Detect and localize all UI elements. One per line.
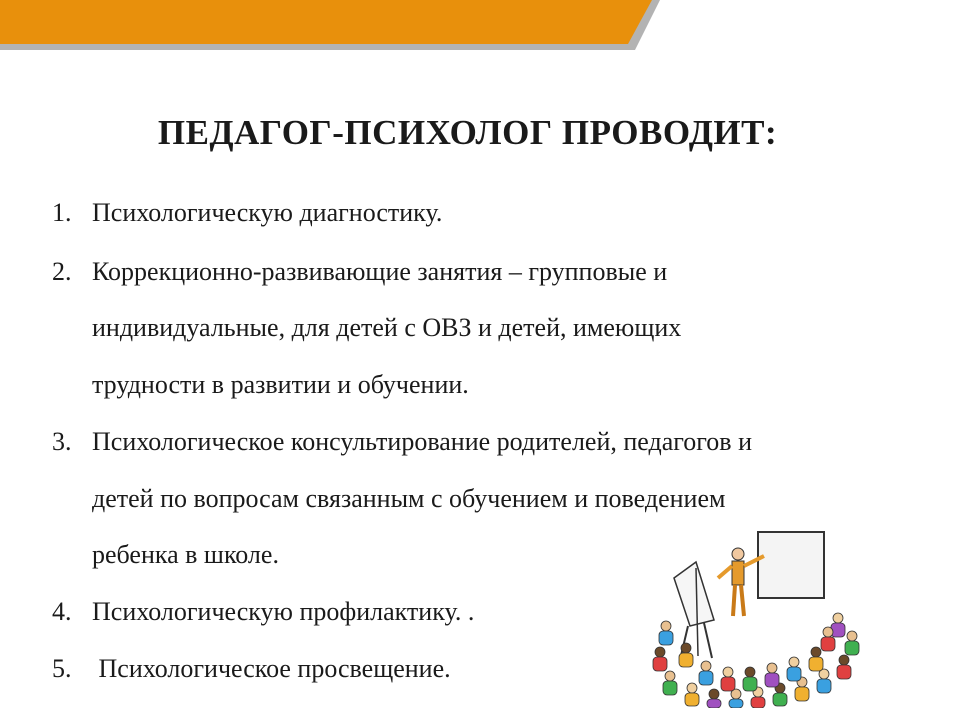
- list-number: 3.: [52, 427, 72, 456]
- list-item-text: детей по вопросам связанным с обучением и поведением: [92, 484, 726, 513]
- teacher-presentation-audience-icon: [652, 528, 864, 708]
- list-item-text: трудности в развитии и обучении.: [92, 370, 469, 399]
- list-item-text: Психологическую диагностику.: [92, 198, 443, 227]
- list-item-text: Психологическое просвещение.: [92, 654, 451, 683]
- list-item-text: Психологическое консультирование родителей, педагогов и: [92, 427, 752, 456]
- list-number: 1.: [52, 198, 72, 227]
- list-item-text: Коррекционно-развивающие занятия – групповые и: [92, 257, 668, 286]
- list-item-text: ребенка в школе.: [92, 540, 279, 569]
- list-number: 5.: [52, 654, 72, 683]
- list-number: 2.: [52, 257, 72, 286]
- list-item-text: Психологическую профилактику. .: [92, 597, 475, 626]
- list-item-text: индивидуальные, для детей с ОВЗ и детей, имеющих: [92, 313, 682, 342]
- page-title: ПЕДАГОГ-ПСИХОЛОГ ПРОВОДИТ:: [157, 113, 778, 152]
- list-number: 4.: [52, 597, 72, 626]
